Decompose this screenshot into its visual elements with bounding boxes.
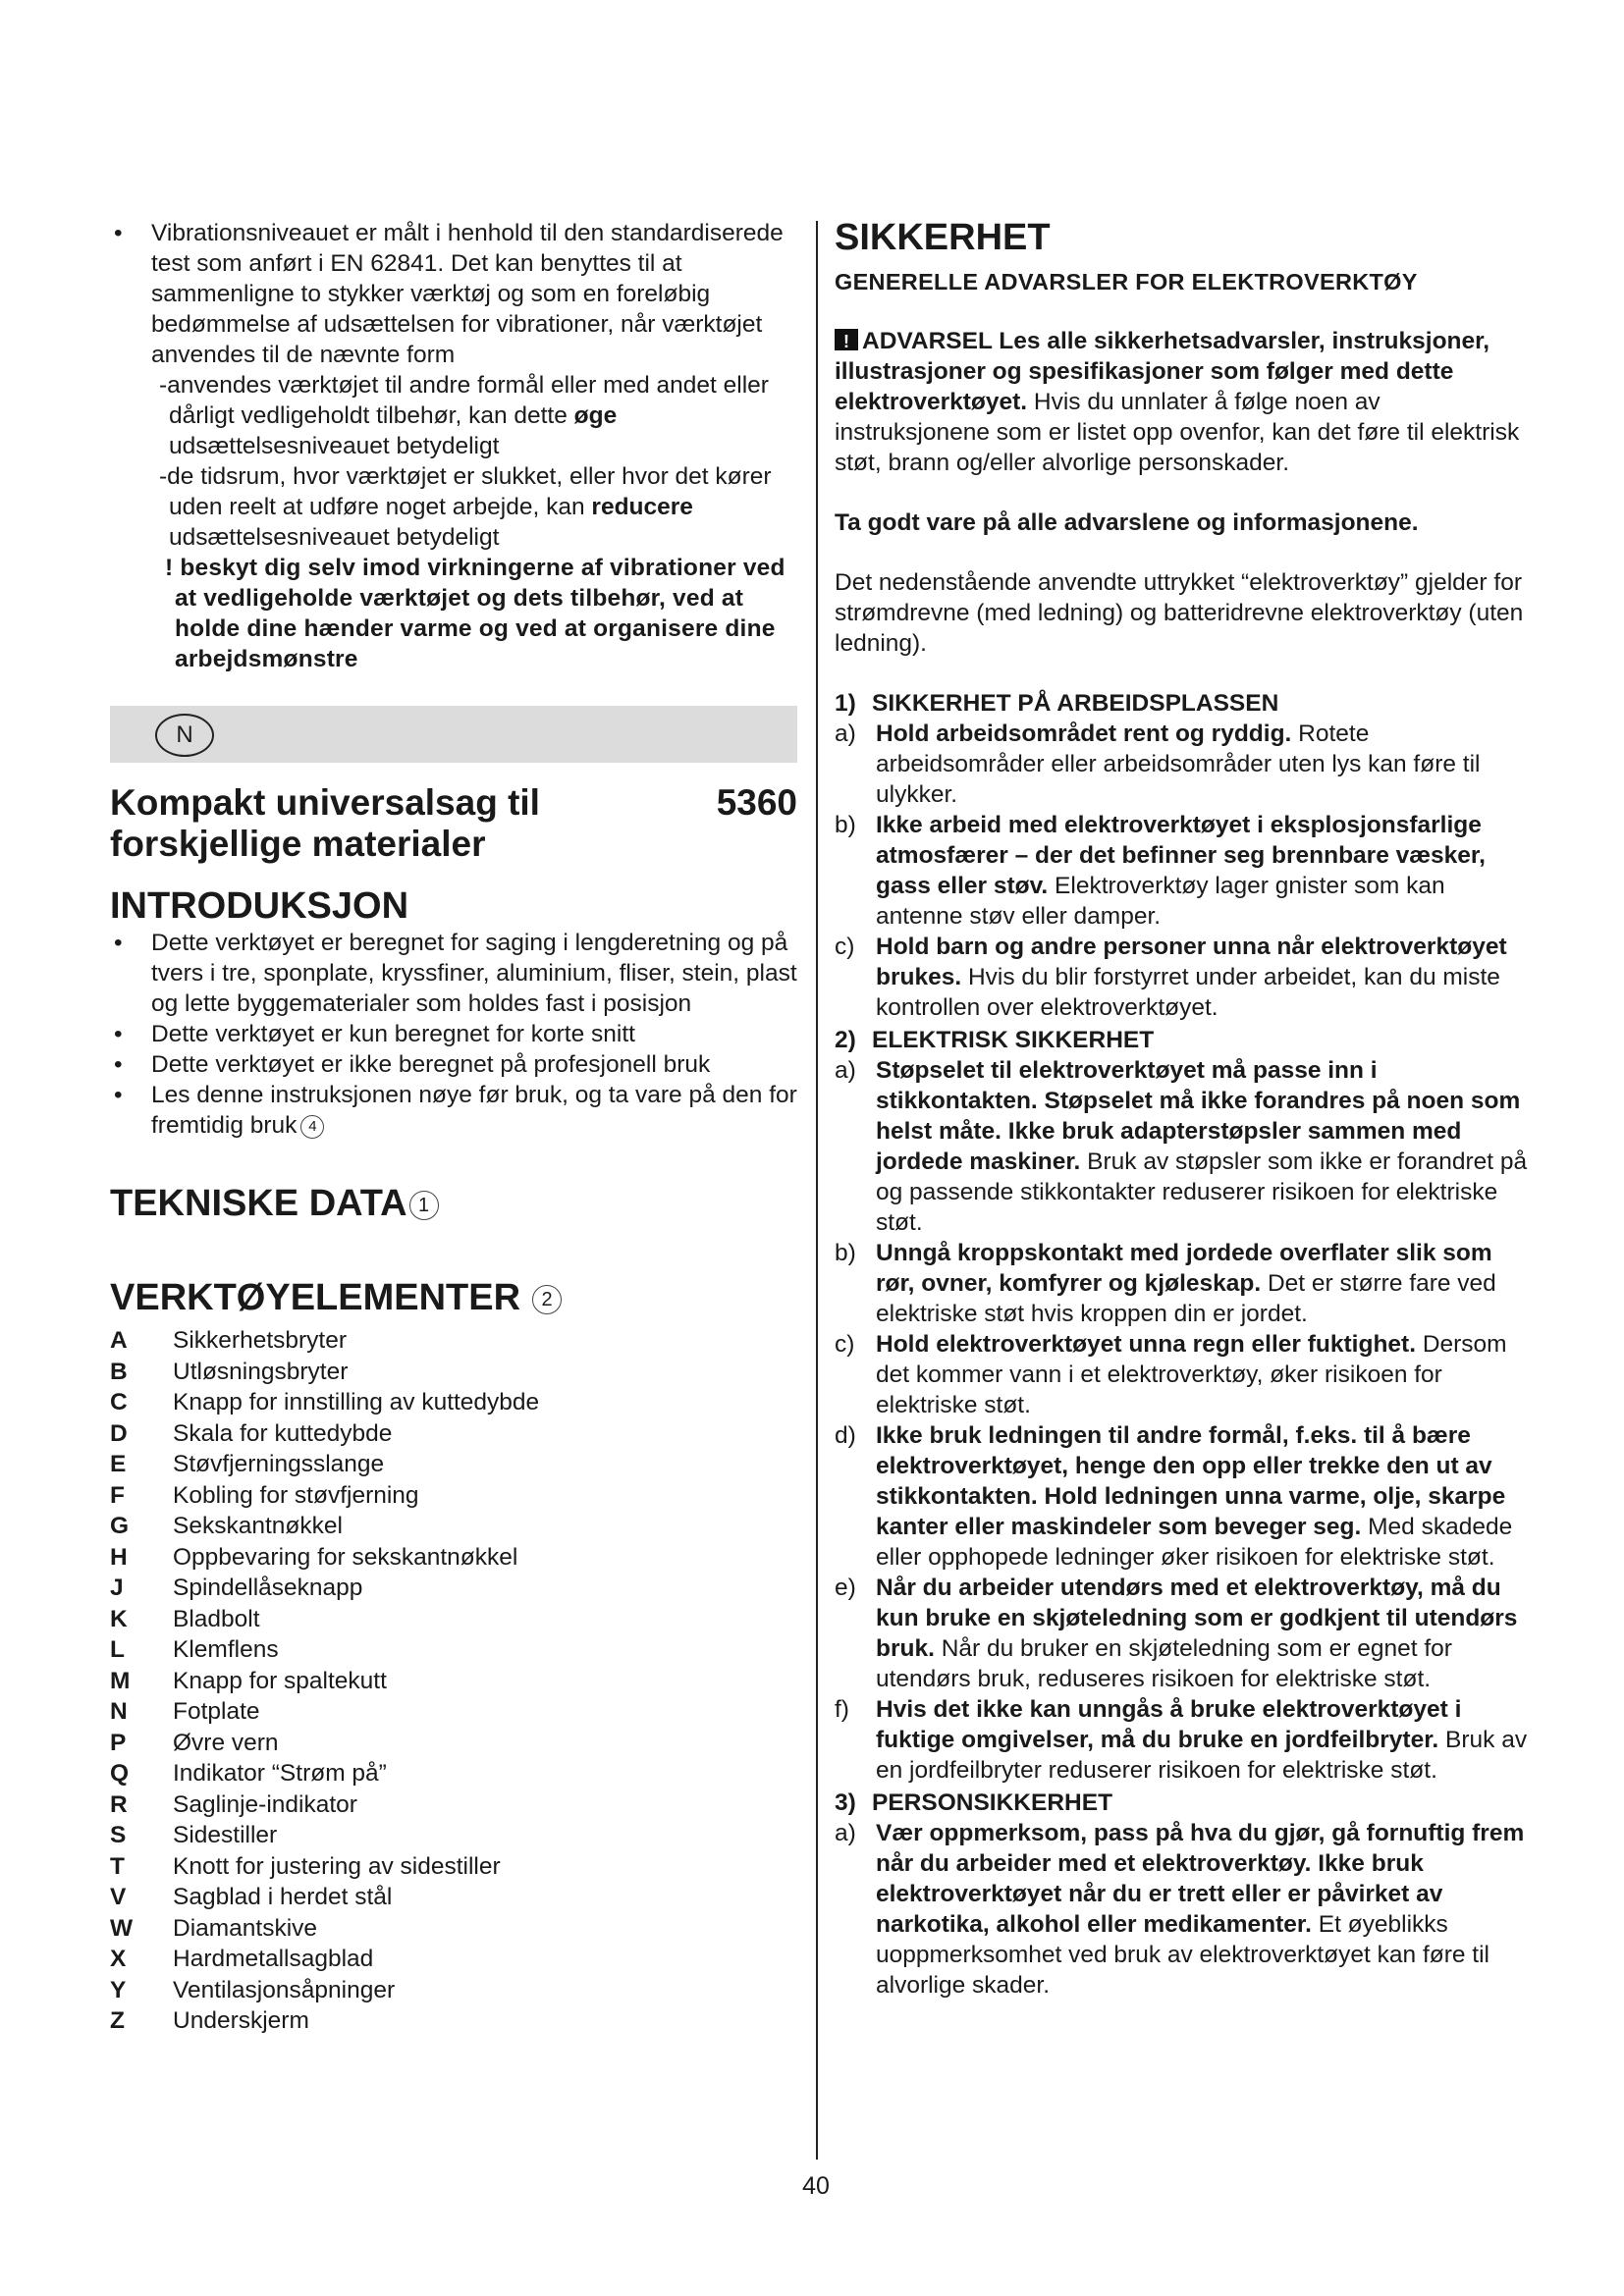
vibration-dash-1 [110,370,797,461]
safety-item [835,1694,1534,1786]
item-label: a) [835,1820,856,1846]
vibration-dash-2 [110,461,797,553]
figure-ref-icon: 2 [532,1285,562,1314]
part-item [110,1542,797,1574]
general-warnings-heading: GENERELLE ADVARSLER FOR ELEKTROVERKTØY [835,269,1418,294]
item-label: a) [835,1057,856,1084]
warning-bold: ADVARSEL Les alle sikkerhetsadvarsler, instruksjoner, illustrasjoner og spesifikasjoner som følger med dette elektroverktøyet. [835,328,1490,415]
intro-bullet-text: Les denne instruksjonen nøye før bruk, og ta vare på den for fremtidig bruk [151,1082,797,1139]
part-letter: Q [110,1760,130,1787]
dash1-post: udsættelsesniveauet betydeligt [169,433,500,459]
item-text: Rotete arbeidsområder eller arbeidsområder uten lys kan føre til ulykker. [876,721,1481,808]
part-letter: C [110,1389,128,1415]
item-label: b) [835,1240,856,1266]
safety-item [835,1238,1534,1329]
item-label: b) [835,812,856,838]
part-name: Klemflens [173,1636,279,1663]
dash2-post: udsættelsesniveauet betydeligt [169,524,500,551]
part-letter: Y [110,1976,127,2003]
part-letter: P [110,1729,127,1756]
item-text: Når du bruker en skjøteledning som er egnet for utendørs bruk, reduseres risikoen for elektriske støt. [876,1635,1452,1692]
part-name: Knapp for innstilling av kuttedybde [173,1389,540,1415]
part-letter: G [110,1513,130,1539]
item-label: c) [835,1331,855,1358]
safety-item [835,932,1534,1023]
item-bold-text: Ikke arbeid med elektroverktøyet i eksplosjonsfarlige atmosfærer – der det befinner seg brennbare væsker, gass eller støv. [876,812,1486,899]
vibration-intro: Vibrationsniveauet er målt i henhold til den standardiserede test som anført i EN 62841. Det kan benyttes til at sammenligne to stykker værktøj og som en foreløbig bedømmelse af udsættelsen for vibrationer, når værktøjet anvendes til de nævnte form [151,220,784,368]
dash1-bold: øge [573,402,618,429]
item-label: a) [835,721,856,747]
part-letter: D [110,1419,128,1447]
section-title: ELEKTRISK SIKKERHET [872,1027,1155,1053]
part-item [110,1357,797,1388]
item-label: d) [835,1422,856,1449]
intro-bullet: • Dette verktøyet er kun beregnet for korte snitt [110,1019,797,1049]
part-letter: E [110,1451,127,1477]
part-name: Fotplate [173,1698,260,1725]
item-text: Det er større fare ved elektriske støt hvis kroppen din er jordet. [876,1270,1496,1327]
safety-item [835,1420,1534,1573]
part-name: Knapp for spaltekutt [173,1667,387,1694]
figure-ref-icon: 1 [409,1191,439,1220]
item-bold-text: Hold arbeidsområdet rent og ryddig. [876,721,1292,747]
item-bold-text: Støpselet til elektroverktøyet må passe inn i stikkontakten. Støpselet må ikke forandres på noen som helst måte. Ikke bruk adapterstøpsler sammen med jordede maskiner. [876,1057,1521,1175]
intro-bullet [110,1080,797,1141]
part-item [110,1634,797,1666]
intro-bullet: • Dette verktøyet er beregnet for saging i lengderetning og på tvers i tre, sponplate, kryssfiner, aluminium, fliser, stein, plast og lette byggematerialer som holdes fast i posisjon [110,928,797,1019]
part-name: Knott for justering av sidestiller [173,1852,501,1880]
section-title: SIKKERHET PÅ ARBEIDSPLASSEN [872,690,1279,717]
part-item [110,1882,797,1913]
part-letter: W [110,1914,134,1942]
part-letter: H [110,1543,128,1571]
dash2-text: -de tidsrum, hvor værktøjet er slukket, eller hvor det kører uden reelt at udføre noget arbejde, kan [159,463,772,520]
dash2-bold: reducere [591,494,693,520]
section-heading [835,688,1534,719]
figure-ref-icon: 4 [300,1115,324,1139]
page-number: 40 [802,2172,830,2200]
warning-text: Hvis du unnlater å følge noen av instruksjonene som er listet opp ovenfor, kan det føre til elektrisk støt, brann og/eller alvorlige personskader. [835,389,1520,476]
item-label: f) [835,1696,849,1723]
part-letter: K [110,1605,128,1632]
safety-item [835,719,1534,810]
safety-sections [835,688,1534,2001]
part-name: Bladbolt [173,1605,260,1632]
part-name: Skala for kuttedybde [173,1419,393,1447]
keep-note: Ta godt vare på alle advarslene og informasjonene. [835,509,1419,536]
item-bold-text: Hold barn og andre personer unna når elektroverktøyet brukes. [876,934,1507,990]
section-number: 3) [835,1789,856,1816]
part-letter: S [110,1822,127,1848]
part-item [110,1789,797,1821]
elements-title: VERKTØYELEMENTER [110,1277,521,1318]
vibration-warning: ! beskyt dig selv imod virkningerne af vibrationer ved at vedligeholde værktøjet og dets tilbehør, ved at holde dine hænder varme og ved at organisere dine arbejdsmønstre [165,555,785,672]
part-name: Øvre vern [173,1729,279,1756]
item-bold-text: Vær oppmerksom, pass på hva du gjør, gå fornuftig frem når du arbeider med et elektroverktøy. Ikke bruk elektroverktøyet når du er trett eller er påvirket av narkotika, alkohol eller medikamenter. [876,1820,1525,1938]
language-band [110,706,797,763]
part-item [110,1604,797,1635]
part-item [110,1387,797,1418]
part-name: Spindellåseknapp [173,1575,363,1601]
part-name: Ventilasjonsåpninger [173,1976,396,2003]
part-item [110,1944,797,1975]
parts-list [110,1325,797,2037]
part-name: Utløsningsbryter [173,1358,349,1385]
column-divider [816,221,818,2160]
tech-data-heading [110,1182,797,1225]
part-letter: A [110,1327,128,1354]
item-bold-text: Når du arbeider utendørs med et elektroverktøy, må du kun bruke en skjøteledning som er godkjent til utendørs bruk. [876,1575,1518,1662]
part-item [110,1418,797,1450]
item-text: Med skadede eller opphopede ledninger øker risikoen for elektriske støt. [876,1514,1513,1571]
part-letter: V [110,1884,127,1910]
part-name: Sagblad i herdet stål [173,1884,393,1910]
item-text: Et øyeblikks uoppmerksomhet ved bruk av elektroverktøyet kan føre til alvorlige skader. [876,1911,1490,1999]
part-letter: B [110,1358,128,1385]
part-name: Oppbevaring for sekskantnøkkel [173,1543,518,1571]
part-item [110,1666,797,1697]
intro-list [110,928,797,1141]
section-number: 2) [835,1027,856,1053]
item-text: Hvis du blir forstyrret under arbeidet, kan du miste kontrollen over elektroverktøyet. [876,964,1500,1021]
item-label: e) [835,1575,856,1601]
product-number: 5360 [716,782,797,823]
part-name: Underskjerm [173,2007,309,2034]
part-item [110,1975,797,2006]
section-heading [835,1788,1534,1818]
part-item [110,1820,797,1851]
safety-heading: SIKKERHET [835,217,1051,258]
intro-heading: INTRODUKSJON [110,885,409,927]
part-item [110,1758,797,1789]
item-bold-text: Hvis det ikke kan unngås å bruke elektroverktøyet i fuktige omgivelser, må du bruke en jordfeilbryter. [876,1696,1462,1753]
item-text: Dersom det kommer vann i et elektroverktøy, øker risikoen for elektriske støt. [876,1331,1507,1418]
part-letter: F [110,1481,125,1509]
item-text: Bruk av støpsler som ikke er forandret på og passende stikkontakter reduserer risikoen for elektriske støt. [876,1148,1528,1236]
part-item [110,1728,797,1759]
part-item [110,1913,797,1945]
part-item [110,2005,797,2037]
product-title: Kompakt universalsag til forskjellige materialer [110,782,540,864]
part-letter: T [110,1852,125,1880]
right-column [835,218,1534,2001]
part-name: Kobling for støvfjerning [173,1481,419,1509]
part-letter: N [110,1698,128,1725]
item-label: c) [835,934,855,960]
section-heading [835,1025,1534,1055]
safety-item [835,810,1534,932]
part-item [110,1851,797,1883]
part-name: Sikkerhetsbryter [173,1327,348,1354]
part-item [110,1696,797,1728]
vibration-bullet [110,218,797,370]
part-letter: R [110,1790,128,1818]
intro-bullet: • Dette verktøyet er ikke beregnet på profesjonell bruk [110,1049,797,1080]
item-text: Elektroverktøy lager gnister som kan antenne støv eller damper. [876,873,1445,930]
part-item [110,1449,797,1480]
safety-item [835,1329,1534,1420]
part-letter: Z [110,2007,125,2034]
part-letter: X [110,1946,127,1972]
part-letter: L [110,1636,125,1663]
safety-item [835,1818,1534,2001]
part-name: Støvfjerningsslange [173,1451,385,1477]
part-item [110,1480,797,1512]
safety-item [835,1573,1534,1694]
general-warning [835,326,1534,478]
definition: Det nedenstående anvendte uttrykket “elektroverktøy” gjelder for strømdrevne (med ledning) og batteridrevne elektroverktøy (uten ledning). [835,569,1524,657]
part-name: Hardmetallsagblad [173,1946,374,1972]
part-name: Diamantskive [173,1914,318,1942]
part-letter: M [110,1667,131,1694]
part-name: Indikator “Strøm på” [173,1760,387,1787]
dash1-text: -anvendes værktøjet til andre formål eller med andet eller dårligt vedligeholdt tilbehør, kan dette [159,372,769,429]
item-bold-text: Unngå kroppskontakt med jordede overflater slik som rør, ovner, komfyrer og kjøleskap. [876,1240,1492,1297]
part-name: Sidestiller [173,1822,278,1848]
safety-item [835,1055,1534,1238]
part-name: Sekskantnøkkel [173,1513,343,1539]
item-bold-text: Ikke bruk ledningen til andre formål, f.eks. til å bære elektroverktøyet, henge den opp eller trekke den ut av stikkontakten. Hold ledningen unna varme, olje, skarpe kanter eller maskindeler som beveger seg. [876,1422,1506,1540]
part-item [110,1573,797,1604]
part-item [110,1325,797,1357]
product-title-block [110,782,797,865]
warning-icon [835,329,858,350]
part-item [110,1511,797,1542]
language-badge: N [155,714,214,757]
item-text: Bruk av en jordfeilbryter reduserer risikoen for elektriske støt. [876,1727,1528,1784]
tech-data-title: TEKNISKE DATA [110,1183,407,1224]
section-number: 1) [835,690,856,717]
section-title: PERSONSIKKERHET [872,1789,1113,1816]
part-name: Saglinje-indikator [173,1790,357,1818]
item-bold-text: Hold elektroverktøyet unna regn eller fuktighet. [876,1331,1417,1358]
left-column [110,218,797,2037]
part-letter: J [110,1575,124,1601]
elements-heading [110,1276,797,1319]
